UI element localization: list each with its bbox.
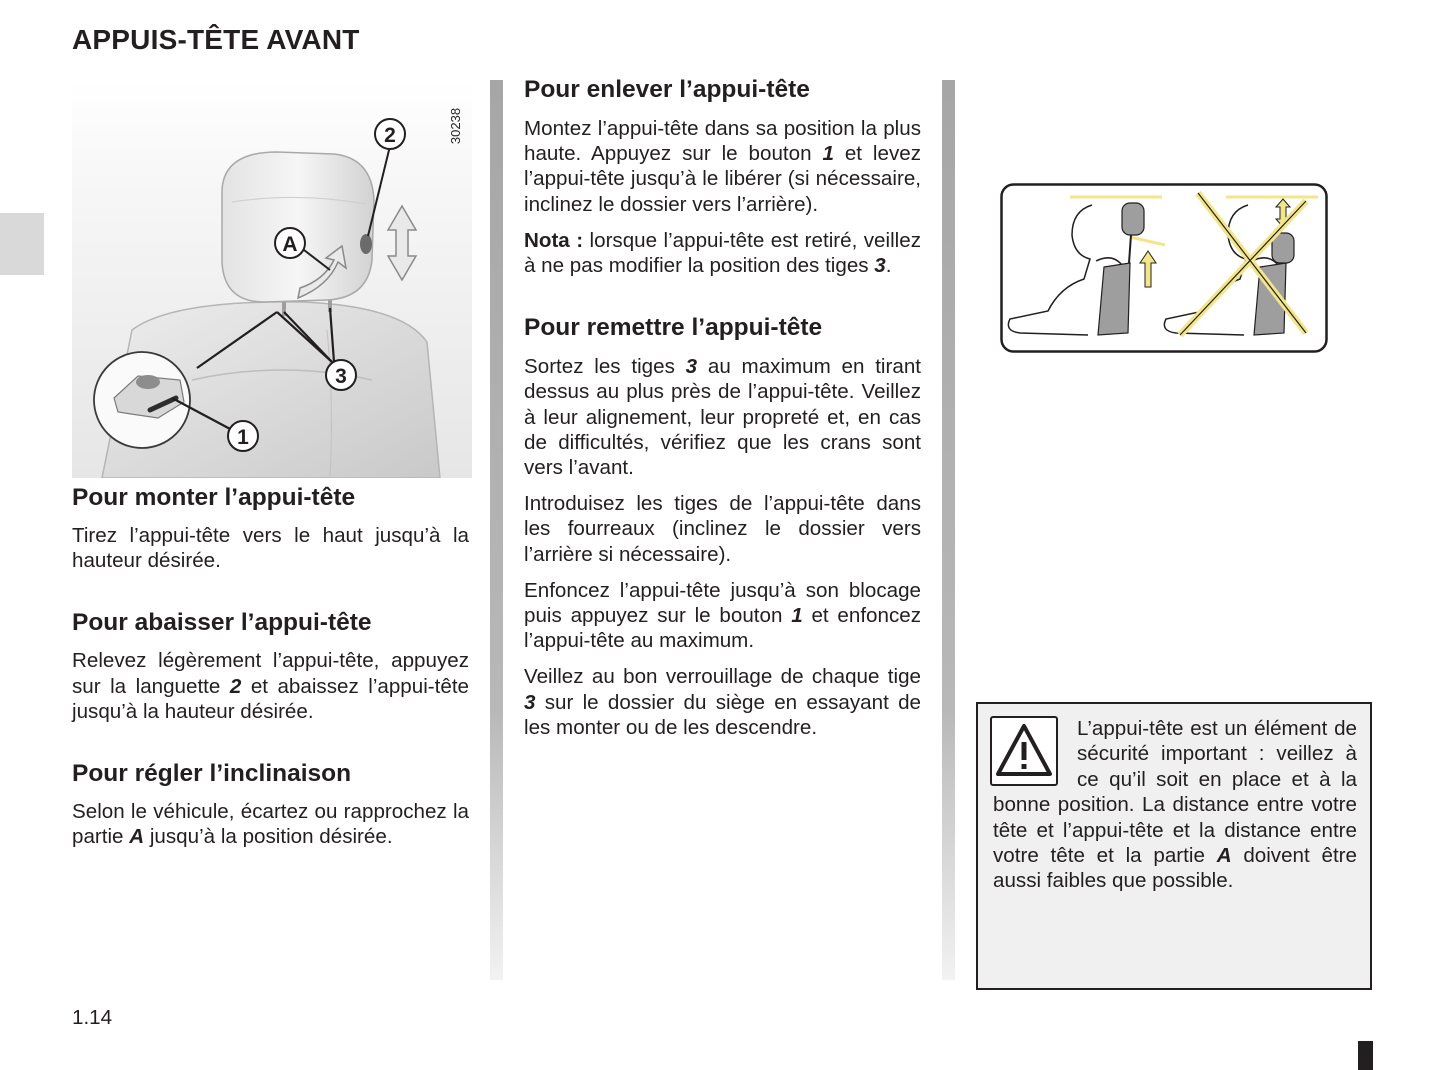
callout-3 — [326, 360, 356, 390]
callout-2 — [375, 119, 405, 149]
heading-inclinaison: Pour régler l’inclinaison — [72, 760, 352, 788]
callout-1 — [228, 421, 258, 451]
svg-text:3: 3 — [335, 365, 347, 388]
column-1 — [72, 484, 469, 849]
figure-ref-code: 30238 — [448, 107, 463, 145]
text-remettre-4: Veillez au bon verrouillage de chaque tige 3 sur le dossier du siège en essayant de les monter ou de les descendre. — [524, 665, 921, 739]
section-tab — [0, 213, 44, 275]
column-divider-1 — [490, 80, 503, 980]
headrest-shape — [222, 152, 374, 302]
callout-A — [275, 228, 305, 258]
corner-marker — [1358, 1041, 1373, 1070]
headrest-illustration — [72, 80, 472, 478]
text-remettre-2: Introduisez les tiges de l’appui-tête dans les fourreaux (inclinez le dossier vers l’arrière si nécessaire). — [524, 492, 921, 566]
text-remettre-3: Enfoncez l’appui-tête jusqu’à son blocage puis appuyez sur le bouton 1 et enfoncez l’appui-tête au maximum. — [524, 578, 922, 653]
headrest-figure — [72, 80, 472, 478]
svg-text:A: A — [282, 233, 298, 256]
text-remettre-1: Sortez les tiges 3 au maximum en tirant dessus au plus près de l’appui-tête. Veillez à leur alignement, leur propreté et, en cas de difficultés, vérifiez que les crans sont vers l’avant. — [524, 355, 921, 480]
column-2 — [524, 76, 921, 740]
text-monter: Tirez l’appui-tête vers le haut jusqu’à la hauteur désirée. — [72, 524, 469, 573]
column-divider-2 — [942, 80, 955, 980]
page-number: 1.14 — [72, 1006, 113, 1029]
warning-text: L’appui-tête est un élément de sécurité important : veillez à ce qu’il soit en place et à la bonne position. La distance entre votre tête et l’appui-tête et la distance entre votre tête et la partie A doivent être aussi faibles que possible. — [993, 717, 1357, 893]
text-abaisser: Relevez légèrement l’appui-tête, appuyez sur la languette 2 et abaissez l’appui-tête jusqu’à la hauteur désirée. — [72, 649, 469, 723]
page-title: APPUIS-TÊTE AVANT — [72, 24, 360, 55]
heading-enlever: Pour enlever l’appui-tête — [524, 76, 810, 103]
heading-monter: Pour monter l’appui-tête — [72, 484, 356, 511]
warning-box — [976, 702, 1372, 990]
posture-illustration — [1000, 183, 1328, 353]
svg-text:2: 2 — [384, 124, 396, 147]
release-button-2 — [360, 234, 372, 254]
heading-remettre: Pour remettre l’appui-tête — [524, 314, 823, 342]
posture-figure — [1000, 183, 1328, 353]
text-nota: Nota : lorsque l’appui-tête est retiré, veillez à ne pas modifier la position des tiges 3. — [524, 228, 921, 278]
heading-abaisser: Pour abaisser l’appui-tête — [72, 609, 372, 637]
text-inclinaison: Selon le véhicule, écartez ou rapprochez la partie A jusqu’à la position désirée. — [72, 800, 469, 849]
text-enlever: Montez l’appui-tête dans sa position la plus haute. Appuyez sur le bouton 1 et levez l’appui-tête jusqu’à le libérer (si nécessaire, inclinez le dossier vers l’arrière). — [524, 117, 921, 216]
svg-text:1: 1 — [237, 426, 249, 449]
